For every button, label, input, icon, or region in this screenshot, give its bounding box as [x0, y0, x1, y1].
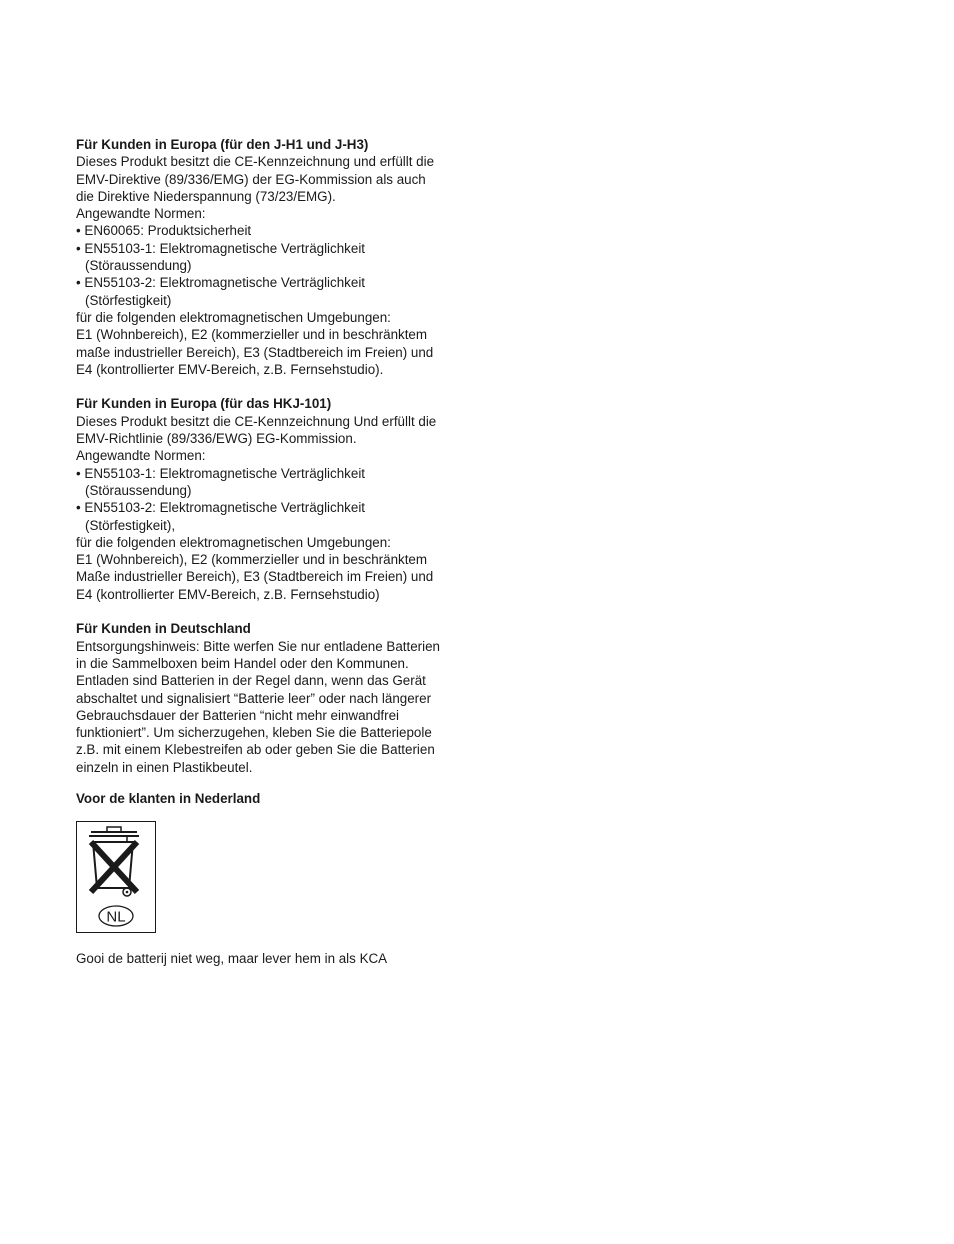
text-line: Dieses Produkt besitzt die CE-Kennzeichnung Und erfüllt die	[76, 413, 437, 429]
text-line: Angewandte Normen:	[76, 206, 206, 222]
text-line: z.B. mit einem Klebestreifen ab oder geben Sie die Batterien	[76, 742, 435, 758]
text-line: funktioniert”. Um sicherzugehen, kleben Sie die Batteriepole	[76, 725, 432, 741]
text-line: Maße industrieller Bereich), E3 (Stadtbereich im Freien) und	[76, 569, 434, 585]
bullet-continuation: (Störfestigkeit)	[85, 292, 172, 308]
text-line: E1 (Wohnbereich), E2 (kommerzieller und in beschränktem	[76, 552, 428, 568]
text-line: E1 (Wohnbereich), E2 (kommerzieller und in beschränktem	[76, 327, 428, 343]
text-line: E4 (kontrollierter EMV-Bereich, z.B. Fernsehstudio).	[76, 361, 384, 377]
bullet-item: • EN55103-1: Elektromagnetische Verträglichkeit	[76, 240, 366, 256]
nl-label: NL	[106, 908, 126, 926]
section-heading: Für Kunden in Europa (für den J-H1 und J-H3)	[76, 137, 369, 152]
text-line: Entladen sind Batterien in der Regel dann, wenn das Gerät	[76, 673, 426, 689]
text-line: Entsorgungshinweis: Bitte werfen Sie nur entladene Batterien	[76, 638, 440, 654]
text-line: abschaltet und signalisiert “Batterie leer” oder nach längerer	[76, 690, 432, 706]
crossed-out-bin-icon	[77, 822, 155, 932]
section-heading: Für Kunden in Deutschland	[76, 621, 251, 637]
text-line: für die folgenden elektromagnetischen Umgebungen:	[76, 534, 391, 550]
text-line: maße industrieller Bereich), E3 (Stadtbereich im Freien) und	[76, 344, 434, 360]
text-line: E4 (kontrollierter EMV-Bereich, z.B. Fernsehstudio)	[76, 586, 380, 602]
text-line: Gebrauchsdauer der Batterien “nicht mehr einwandfrei	[76, 707, 400, 723]
bullet-item: • EN60065: Produktsicherheit	[76, 223, 252, 239]
section-germany	[76, 620, 476, 776]
battery-disposal-symbol	[76, 821, 156, 933]
bullet-continuation: (Störaussendung)	[85, 482, 192, 498]
document-page	[76, 136, 476, 967]
text-line: für die folgenden elektromagnetischen Umgebungen:	[76, 309, 391, 325]
section-heading: Für Kunden in Europa (für das HKJ-101)	[76, 396, 332, 412]
bullet-item: • EN55103-1: Elektromagnetische Verträglichkeit	[76, 465, 366, 481]
disposal-instruction: Gooi de batterij niet weg, maar lever hem in als KCA	[76, 950, 388, 966]
bullet-item: • EN55103-2: Elektromagnetische Verträglichkeit	[76, 275, 366, 291]
text-line: die Direktive Niederspannung (73/23/EMG).	[76, 188, 336, 204]
section-netherlands	[76, 790, 476, 967]
bullet-item: • EN55103-2: Elektromagnetische Verträglichkeit	[76, 500, 366, 516]
section-europe-jh1-jh3	[76, 136, 476, 378]
text-line: EMV-Richtlinie (89/336/EWG) EG-Kommission.	[76, 431, 357, 447]
section-europe-hkj101	[76, 395, 476, 603]
text-line: Dieses Produkt besitzt die CE-Kennzeichnung und erfüllt die	[76, 154, 435, 170]
bullet-continuation: (Störfestigkeit),	[85, 517, 176, 533]
text-line: in die Sammelboxen beim Handel oder den Kommunen.	[76, 655, 409, 671]
text-line: Angewandte Normen:	[76, 448, 206, 464]
text-line: EMV-Direktive (89/336/EMG) der EG-Kommission als auch	[76, 171, 426, 187]
text-line: einzeln in einen Plastikbeutel.	[76, 759, 253, 775]
section-heading: Voor de klanten in Nederland	[76, 791, 261, 807]
bullet-continuation: (Störaussendung)	[85, 258, 192, 274]
